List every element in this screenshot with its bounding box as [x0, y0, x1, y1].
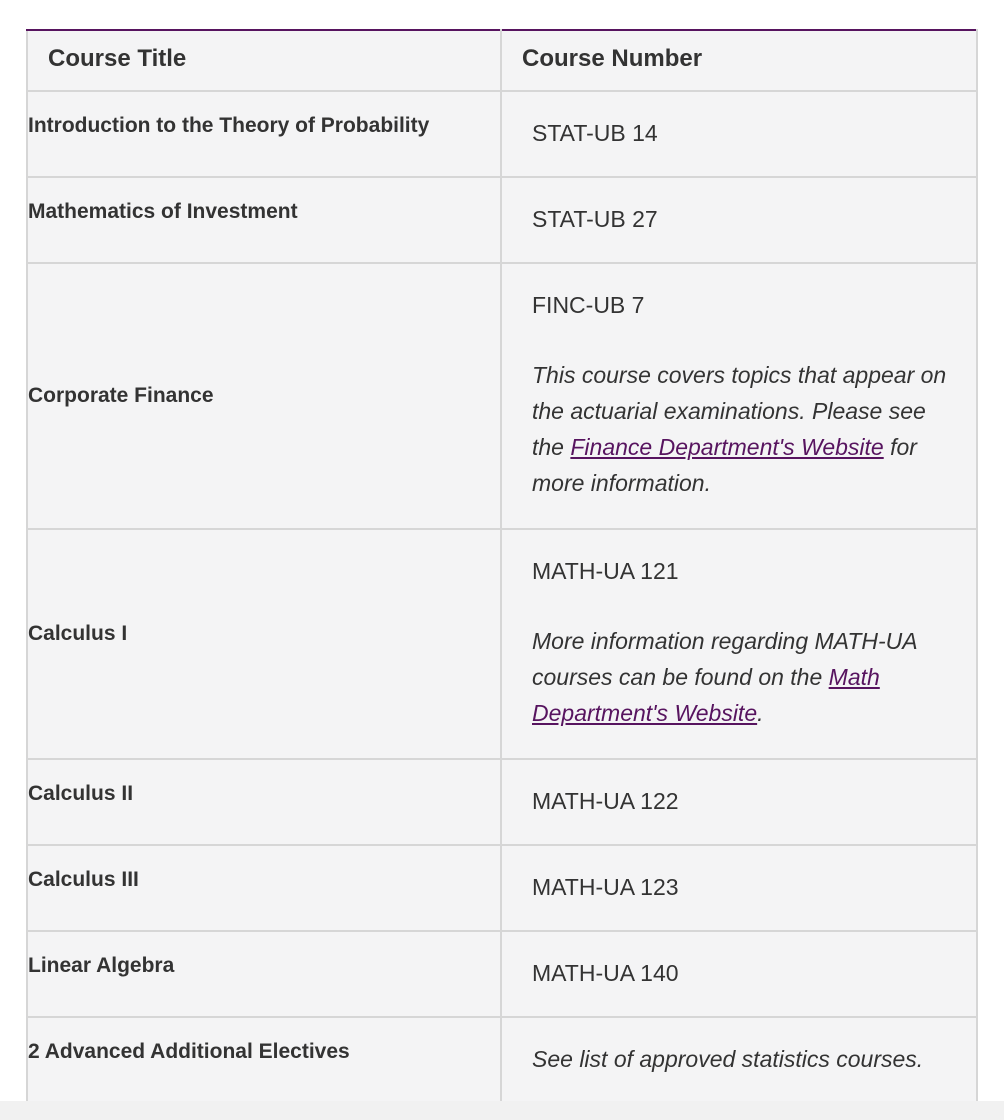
- course-number-cell: [501, 1017, 977, 1107]
- course-number-cell: [501, 759, 977, 845]
- math-department-link[interactable]: Math Department's Website: [532, 664, 880, 726]
- course-number: STAT-UB 27: [532, 206, 658, 232]
- course-title-cell: Linear Algebra: [27, 931, 501, 1017]
- table-row: [27, 177, 977, 263]
- table-header-row: [27, 30, 977, 91]
- course-table: [26, 29, 978, 1107]
- course-title-cell: Mathematics of Investment: [27, 177, 501, 263]
- course-note: [532, 623, 956, 731]
- course-number-cell: [501, 91, 977, 177]
- course-number-cell: [501, 263, 977, 529]
- course-title-cell: Calculus II: [27, 759, 501, 845]
- course-number-cell: [501, 931, 977, 1017]
- course-title-cell: Calculus III: [27, 845, 501, 931]
- course-number-cell: [501, 529, 977, 759]
- course-note-text: .: [757, 700, 764, 726]
- course-title-cell: Introduction to the Theory of Probability: [27, 91, 501, 177]
- table-row: [27, 1017, 977, 1107]
- table-row: [27, 845, 977, 931]
- course-number-cell: [501, 177, 977, 263]
- course-number: MATH-UA 122: [532, 788, 679, 814]
- table-row: [27, 931, 977, 1017]
- course-number: MATH-UA 123: [532, 874, 679, 900]
- course-note-text: This course covers topics that appear on the actuarial examinations. Please see the: [532, 362, 947, 460]
- course-number: MATH-UA 121: [532, 558, 679, 584]
- table-row: [27, 529, 977, 759]
- course-note-text: More information regarding MATH-UA courses can be found on the: [532, 628, 917, 690]
- header-course-title: Course Title: [27, 30, 501, 91]
- course-number-cell: [501, 845, 977, 931]
- finance-department-link[interactable]: Finance Department's Website: [570, 434, 884, 460]
- course-title-cell: Corporate Finance: [27, 263, 501, 529]
- course-note-text: for more information.: [532, 434, 917, 496]
- table-row: [27, 263, 977, 529]
- course-title-cell: Calculus I: [27, 529, 501, 759]
- course-title-cell: 2 Advanced Additional Electives: [27, 1017, 501, 1107]
- course-note: [532, 357, 956, 501]
- course-number: STAT-UB 14: [532, 120, 658, 146]
- course-note: See list of approved statistics courses.: [532, 1046, 924, 1072]
- header-course-number: Course Number: [501, 30, 977, 91]
- course-number: FINC-UB 7: [532, 292, 645, 318]
- course-number: MATH-UA 140: [532, 960, 679, 986]
- bottom-edge: [0, 1101, 1004, 1120]
- table-row: [27, 91, 977, 177]
- table-row: [27, 759, 977, 845]
